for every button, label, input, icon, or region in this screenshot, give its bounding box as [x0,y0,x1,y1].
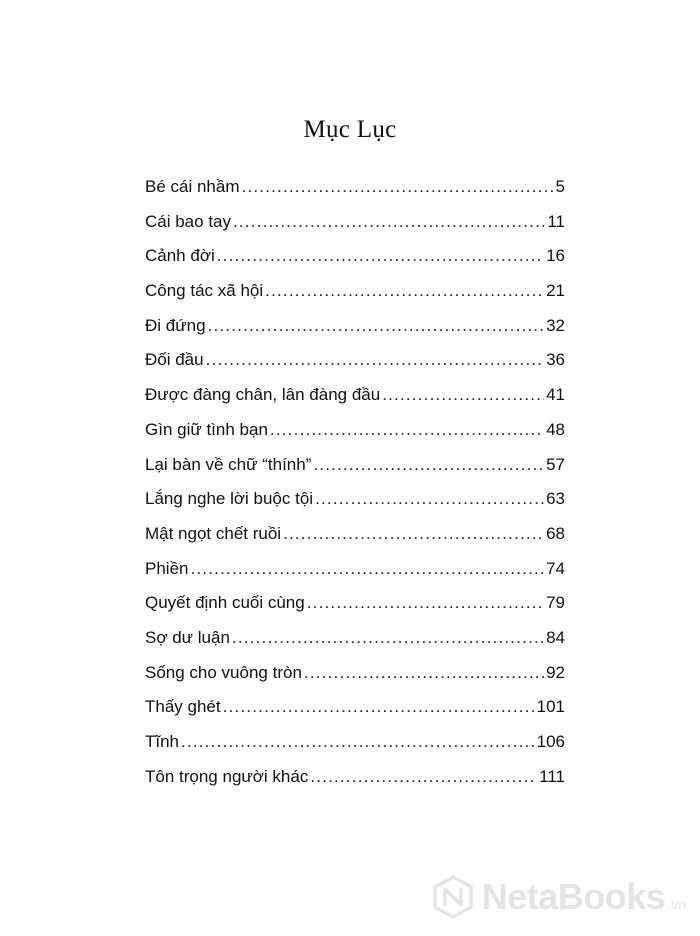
toc-dot-leader [382,378,544,413]
toc-dot-leader [190,552,544,587]
toc-entry-title: Lại bàn về chữ “thính” [145,454,312,474]
toc-entry-title: Phiền [145,558,189,578]
toc-entry-title: Được đàng chân, lân đàng đầu [145,385,381,405]
toc-dot-leader [206,343,544,378]
toc-dot-leader [181,725,535,760]
toc-entry [145,309,565,344]
toc-entry-title: Sợ dư luận [145,627,230,647]
toc-page-number: 92 [546,662,565,682]
toc-dot-leader [283,517,544,552]
toc-page-number: 84 [546,627,565,647]
toc-entry [145,552,565,587]
toc-entry-title: Tĩnh [145,732,180,751]
toc-entry [145,378,565,413]
toc-entry-title: Gìn giữ tình bạn [145,419,268,439]
toc-entry-title: Cái bao tay [145,211,231,231]
toc-entry-title: Công tác xã hội [145,281,264,301]
toc-entry-title: Quyết định cuối cùng [145,593,305,613]
toc-entry [145,482,565,517]
toc-page-number: 68 [546,523,565,543]
netabooks-watermark [430,874,686,920]
toc-entry [145,413,565,448]
toc-entry [145,448,565,483]
toc-dot-leader [217,239,544,274]
toc-entry-title: Thấy ghét [145,697,221,717]
toc-dot-leader [310,760,537,795]
toc-page-number: 111 [539,766,565,786]
toc-page-number: 21 [546,281,565,301]
toc-dot-leader [304,656,544,691]
toc-page-number: 63 [546,489,565,509]
toc-entry [145,205,565,240]
toc-page-number: 41 [546,385,565,405]
toc-entry-title: Đi đứng [145,315,206,335]
toc-title: Mục Lục [303,116,397,143]
toc-page-number: 16 [546,246,565,266]
toc-entry [145,170,565,205]
toc-page-number: 36 [546,350,565,370]
toc-entry [145,517,565,552]
toc-dot-leader [270,413,544,448]
watermark-brand: NetaBooks [481,876,666,917]
toc-entry [145,656,565,691]
toc-entry [145,239,565,274]
toc-entry-title: Sống cho vuông tròn [145,662,302,682]
toc-entry [145,343,565,378]
toc-page-number: 101 [536,697,565,717]
toc-entry-title: Cảnh đời [145,246,215,266]
toc-dot-leader [307,586,544,621]
toc-entry-title: Lắng nghe lời buộc tội [145,489,314,509]
toc-entry [145,621,565,656]
toc-page-number: 11 [547,211,565,231]
toc-page-number: 48 [546,419,565,439]
toc-dot-leader [232,621,544,656]
toc-dot-leader [315,482,544,517]
toc-entry [145,760,565,795]
netabooks-logo-icon [430,874,476,920]
toc-entry [145,725,565,760]
toc-entry-title: Đối đầu [145,350,204,370]
toc-list [145,170,565,794]
toc-dot-leader [242,170,554,205]
toc-page-number: 106 [536,732,565,751]
toc-page-number: 79 [546,593,565,613]
toc-page-number: 57 [546,454,565,474]
toc-entry-title: Tôn trọng người khác [145,766,309,786]
toc-page-number: 5 [555,177,565,196]
toc-entry [145,586,565,621]
toc-page-number: 32 [546,315,565,335]
toc-dot-leader [223,690,535,725]
toc-dot-leader [313,448,544,483]
toc-entry [145,274,565,309]
toc-entry [145,690,565,725]
watermark-suffix: .vn [667,896,686,912]
toc-dot-leader [233,205,545,240]
toc-entry-title: Mật ngọt chết ruồi [145,523,282,543]
toc-dot-leader [265,274,544,309]
toc-page-number: 74 [546,558,565,578]
toc-entry-title: Bé cái nhầm [145,177,240,196]
toc-dot-leader [208,309,545,344]
